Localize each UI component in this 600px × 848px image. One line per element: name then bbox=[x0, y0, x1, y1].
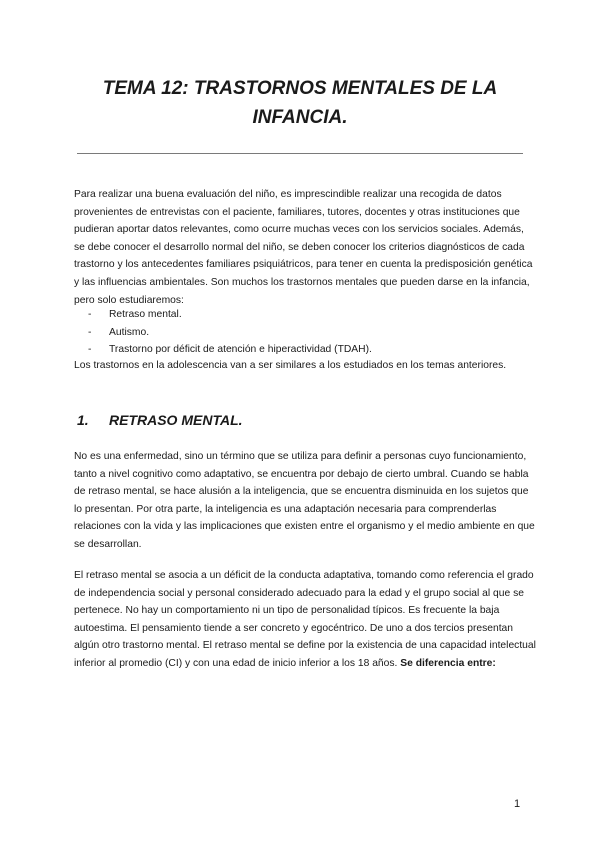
page-number: 1 bbox=[514, 798, 521, 810]
title-divider bbox=[77, 153, 523, 154]
section-number: 1. bbox=[77, 412, 89, 428]
adolescence-paragraph: Los trastornos en la adolescencia van a ser similares a los estudiados en los temas anteriores. bbox=[74, 360, 507, 371]
list-item: - Trastorno por déficit de atención e hiperactividad (TDAH). bbox=[74, 341, 372, 359]
section-title: RETRASO MENTAL. bbox=[109, 412, 243, 428]
disorder-list bbox=[74, 306, 372, 359]
page-title-line-1: TEMA 12: TRASTORNOS MENTALES DE LA bbox=[102, 78, 498, 99]
section-paragraph-1: No es una enfermedad, sino un término que se utiliza para definir a personas cuyo funcionamiento, tanto a nivel cognitivo como adaptativo, se encuentra por debajo de cierto umbral. Cuando se habla de retraso mental, se hace alusión a la inteligencia, que se encuentra disminuida en los sujetos que lo presentan. Por otra parte, la inteligencia es una adaptación necesaria para comprenderlas relaciones con la vida y las implicaciones que existen entre el organismo y el medio ambiente en que se desarrollan. bbox=[74, 451, 535, 550]
list-item: - Retraso mental. bbox=[74, 306, 372, 324]
page-title-line-2: INFANCIA. bbox=[252, 107, 348, 128]
section-paragraph-2-bold: Se diferencia entre: bbox=[400, 657, 496, 669]
intro-paragraph: Para realizar una buena evaluación del niño, es imprescindible realizar una recogida de datos provenientes de entrevistas con el paciente, familiares, tutores, docentes y otras instituciones que pudieran aportar datos relevantes, como ocurre muchas veces con los servicios sociales. Además, se debe conocer el desarrollo normal del niño, se deben conocer los criterios diagnósticos de cada trastorno y los antecedentes familiares psiquiátricos, para tener en cuenta la predisposición genética y las influencias ambientales. Son muchos los trastornos mentales que pueden darse en la infancia, pero solo estudiaremos: bbox=[74, 189, 533, 306]
page-title bbox=[80, 74, 520, 132]
section-paragraph-2-text: El retraso mental se asocia a un déficit de la conducta adaptativa, tomando como referencia el grado de independencia social y personal considerado adecuado para la edad y el grupo social al que se pertenece. No hay un comportamiento ni un tipo de personalidad típicos. Es frecuente la baja autoestima. El pensamiento tiende a ser concreto y egocéntrico. De uno a dos tercios presentan algún otro trastorno mental. El retraso mental se define por la existencia de una capacidad intelectual inferior al promedio (CI) y con una edad de inicio inferior a los 18 años. bbox=[74, 570, 536, 669]
section-heading bbox=[77, 410, 243, 430]
list-item: - Autismo. bbox=[74, 324, 372, 342]
section-paragraph-2 bbox=[74, 567, 536, 673]
